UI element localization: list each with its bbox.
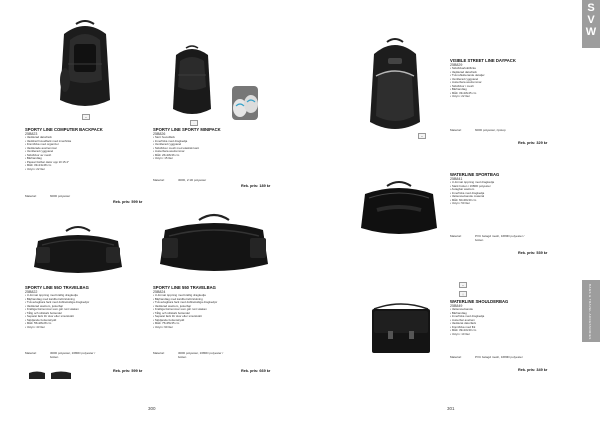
product-title: VISIBLE STREET LINE DAYPACK xyxy=(450,58,516,63)
feature-item: • Ventilerad ryggpanel xyxy=(450,78,570,82)
material-row xyxy=(153,351,228,359)
feature-item: • Separat fack för skor eller smutstvätt xyxy=(25,315,145,319)
feature-item: • Vattenavvisande material xyxy=(450,195,570,199)
product-code: 25B841 xyxy=(450,177,463,181)
travelbag-550-image xyxy=(155,212,273,278)
computer-icon: ▭ xyxy=(82,114,90,120)
brand-tab xyxy=(582,0,600,48)
feature-item: • Justerbara axelremmar xyxy=(450,81,570,85)
feature-item: • Stark botten i 1680D polyester xyxy=(450,185,570,189)
feature-item: • Vaddrad huvudfack med innerficka xyxy=(25,140,145,144)
product-code: 25B829 xyxy=(450,63,463,67)
price-label: Rek. pris: 189 kr xyxy=(241,184,271,188)
product-title: SPORTY LINE COMPUTER BACKPACK xyxy=(25,127,103,132)
product-title: WATERLINE SHOULDERBAG xyxy=(450,299,509,304)
feature-item: • Separat fack för skor eller smutstvätt xyxy=(153,315,278,319)
material-value: 600D polyester xyxy=(50,194,71,198)
feature-item: • Volym: 15 liter xyxy=(153,157,273,161)
feature-item: • Volym: 22 liter xyxy=(25,168,145,172)
feature-item: • Innerficka med dragkedja xyxy=(450,192,570,196)
minipack-image xyxy=(168,45,216,119)
feature-list xyxy=(153,294,278,329)
feature-item: • Avtagbar axelrem xyxy=(450,188,570,192)
feature-item: • Innerficka med dragkedja xyxy=(450,315,570,319)
feature-item: • Tålig och slitstark bottendel xyxy=(25,312,145,316)
computer-icon: ▭ xyxy=(459,282,467,288)
feature-item: • Kraftiga bärremmar som går runt väskan xyxy=(25,308,145,312)
material-row xyxy=(153,178,206,182)
page-number-left: 300 xyxy=(148,406,156,411)
shoulderbag-image xyxy=(366,295,436,357)
material-row xyxy=(25,194,70,198)
feature-item: • Mått: 60x30x30 cm xyxy=(450,199,570,203)
feature-item: • Sidoficka i mesh med elastisk kant xyxy=(153,147,273,151)
product-title: SPORTY LINE SPORTY MINIPACK xyxy=(153,127,221,132)
price-label: Rek. pris: 669 kr xyxy=(241,369,271,373)
feature-item: • U-format öppning med kraftig dragkedja xyxy=(25,294,145,298)
brand-letter: V xyxy=(587,14,595,26)
feature-item: • Vadderat datorfack xyxy=(450,322,570,326)
feature-list xyxy=(25,294,145,329)
material-label: Material: xyxy=(450,128,462,132)
page-number-right: 301 xyxy=(447,406,455,411)
feature-item: • Innerficka med dragkedja xyxy=(153,140,273,144)
feature-item: • Två reflekterande detaljer xyxy=(450,74,570,78)
feature-item: • Sidofickor av mesh xyxy=(25,154,145,158)
feature-item: • U-format öppning med dragkedja xyxy=(450,181,570,185)
feature-item: • Volym: 90 liter xyxy=(153,326,278,330)
product-code: 25B849 xyxy=(450,304,463,308)
feature-list xyxy=(450,181,570,206)
feature-item: • Volym: 22 liter xyxy=(450,95,570,99)
daypack-image xyxy=(360,36,430,136)
material-value: 300D, 2:1D polyester xyxy=(178,178,207,182)
price-label: Rek. pris: 539 kr xyxy=(518,251,548,255)
brand-letter: W xyxy=(585,26,597,38)
feature-item: • Kraftiga bärremmar som går runt väskan xyxy=(153,308,278,312)
feature-item: • Mått: 33x13x48 cm xyxy=(25,164,145,168)
product-title: WATERLINE SPORTBAG xyxy=(450,172,500,177)
feature-item: • Vattenavvisande xyxy=(450,308,570,312)
price-label: Rek. pris: 599 kr xyxy=(113,369,143,373)
feature-item: • Två avtagbara fack med dubbelsidiga dragkedjor xyxy=(153,301,278,305)
product-code: 25B823 xyxy=(25,132,38,136)
price-label: Rek. pris: 599 kr xyxy=(113,200,143,204)
phone-icon: ▯ xyxy=(459,291,467,297)
product-code: 25B826 xyxy=(153,132,166,136)
travelbag-55-image xyxy=(28,225,128,279)
feature-list xyxy=(450,308,570,336)
feature-item: • Stödjande bottenskydd xyxy=(25,319,145,323)
feature-item: • Ventilerad ryggpanel xyxy=(25,150,145,154)
brand-letter: S xyxy=(587,2,595,14)
feature-item: • Tålig och slitstark bottendel xyxy=(153,312,278,316)
sportbag-image xyxy=(357,180,441,240)
feature-item: • Vadderad axelrem, justerbar xyxy=(153,305,278,309)
category-tab xyxy=(582,280,600,342)
material-label: Material: xyxy=(153,351,165,355)
material-label: Material: xyxy=(450,234,462,238)
material-value: PVC belagd mesh, 1680D polyester xyxy=(475,355,523,359)
feature-item: • Sidofickor i mesh xyxy=(450,85,570,89)
feature-item: • Mått: 55x28x28 cm xyxy=(25,322,145,326)
feature-item: • Två avtagbara fack med dubbelsidiga dragkedjor xyxy=(25,301,145,305)
feature-item: • Framficka med flik xyxy=(450,326,570,330)
feature-item: • Vadderad datorfack xyxy=(450,71,570,75)
product-title: SPORTY LINE 55O TRAVELBAG xyxy=(25,285,89,290)
shoes-image xyxy=(228,84,262,124)
feature-item: • Mått: 33x18x45 cm xyxy=(450,92,570,96)
feature-item: • Bärhandtag xyxy=(450,88,570,92)
material-label: Material: xyxy=(25,194,37,198)
material-row xyxy=(450,355,525,359)
product-code: 25B824 xyxy=(153,290,166,294)
feature-item: • Stort huvudfack xyxy=(153,136,273,140)
feature-item: • U-format öppning med kraftig dragkedja xyxy=(153,294,278,298)
feature-item: • Stödjande bottenskydd xyxy=(153,319,278,323)
feature-list xyxy=(450,67,570,99)
material-value: 300D polyester, 1680D polyester / botten xyxy=(50,351,96,359)
material-label: Material: xyxy=(450,355,462,359)
feature-item: • Volym: 43 liter xyxy=(25,326,145,330)
feature-item: • Sidoficka/tvättficka xyxy=(450,67,570,71)
price-label: Rek. pris: 329 kr xyxy=(518,141,548,145)
feature-item: • Passar bärbar dator upp till 15.4" xyxy=(25,161,145,165)
material-value: 600D polyester, ripstop xyxy=(475,128,506,132)
feature-item: • Mått: 26x18x36 cm xyxy=(153,154,273,158)
feature-item: • Framficka med organizer xyxy=(25,143,145,147)
feature-item: • Volym: 50 liter xyxy=(450,202,570,206)
feature-item: • Justerbara axelremmar xyxy=(153,150,273,154)
product-title: SPORTY LINE 550 TRAVELBAG xyxy=(153,285,216,290)
product-code: 25B822 xyxy=(25,290,38,294)
feature-list xyxy=(153,136,273,161)
feature-item: • Bärhandtag xyxy=(450,312,570,316)
material-value: 300D polyester, 1680D polyester / botten xyxy=(178,351,224,359)
feature-item: • Mått: 39x10x30 cm xyxy=(450,329,570,333)
feature-item: • Bärhandtag med kardborreförslutning xyxy=(153,298,278,302)
material-value: PVC belagd mesh, 1680D polyester / botten xyxy=(475,234,525,242)
computer-icon: ▭ xyxy=(418,133,426,139)
feature-item: • Justerbar axelrem xyxy=(450,319,570,323)
feature-item: • Mått: 75x35x35 cm xyxy=(153,322,278,326)
material-row xyxy=(450,128,506,132)
price-label: Rek. pris: 349 kr xyxy=(518,368,548,372)
category-label: BAGS & TRAVEL ACCESSORIES xyxy=(588,284,592,340)
feature-item: • Vadderad axelrem, justerbar xyxy=(25,305,145,309)
feature-item: • Vadderade axelremmar xyxy=(25,147,145,151)
feature-item: • Bärhandtag xyxy=(25,157,145,161)
computer-backpack-image xyxy=(50,20,120,112)
material-row xyxy=(25,351,100,359)
feature-item: • Vadderad datorfack xyxy=(25,136,145,140)
shoe-icon: ◌ xyxy=(190,120,198,126)
feature-item: • Volym: 10 liter xyxy=(450,333,570,337)
mini-travelbag-thumb-1 xyxy=(28,370,46,380)
material-label: Material: xyxy=(25,351,37,355)
feature-item: • Ventilerad ryggpanel xyxy=(153,143,273,147)
feature-list xyxy=(25,136,145,171)
mini-travelbag-thumb-2 xyxy=(50,370,72,380)
feature-item: • Bärhandtag med kardborreförslutning xyxy=(25,298,145,302)
material-label: Material: xyxy=(153,178,165,182)
material-row xyxy=(450,234,525,242)
